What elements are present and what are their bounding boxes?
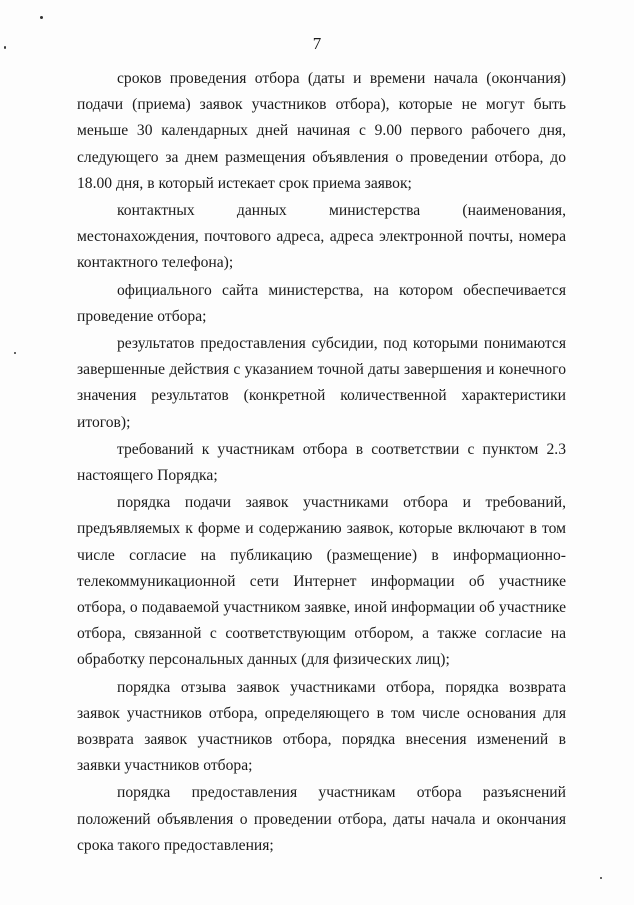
scan-speck: [14, 352, 16, 354]
paragraph: результатов предоставления субсидии, под которыми понимаются завершенные действия с указанием точной даты завершения и конечного значения результатов (конкретной количественной характеристики итогов);: [77, 335, 566, 431]
page-number: 7: [312, 34, 322, 53]
paragraph: официального сайта министерства, на котором обеспечивается проведение отбора;: [77, 281, 566, 325]
paragraph: порядка предоставления участникам отбора разъяснений положений объявления о проведении отбора, даты начала и окончания срока такого предоставления;: [77, 784, 566, 854]
paragraph: контактных данных министерства (наименования, местонахождения, почтового адреса, адреса электронной почты, номера контактного телефона);: [77, 202, 566, 272]
paragraph: порядка подачи заявок участниками отбора и требований, предъявляемых к форме и содержанию заявок, которые включают в том числе согласие на публикацию (размещение) в информационно-телекоммуникационной сети Интернет информации об участнике отбора, о подаваемой участником заявке, иной информации об участнике отбора, связанной с соответствующим отбором, а также согласие на обработку персональных данных (для физических лиц);: [77, 494, 566, 669]
paragraph: требований к участникам отбора в соответствии с пунктом 2.3 настоящего Порядка;: [77, 440, 566, 485]
paragraph: сроков проведения отбора (даты и времени начала (окончания) подачи (приема) заявок участников отбора), которые не могут быть меньше 30 календарных дней начиная с 9.00 первого рабочего дня, следующего за днем размещения объявления о проведении отбора, до 18.00 дня, в который истекает срок приема заявок;: [77, 70, 566, 192]
scan-speck: [600, 877, 602, 879]
document-body: [77, 66, 566, 860]
paragraph: порядка отзыва заявок участниками отбора, порядка возврата заявок участников отбора, определяющего в том числе основания для возврата заявок участников отбора, порядка внесения изменений в заявки участников отбора;: [77, 678, 566, 775]
scan-speck: [40, 16, 43, 19]
